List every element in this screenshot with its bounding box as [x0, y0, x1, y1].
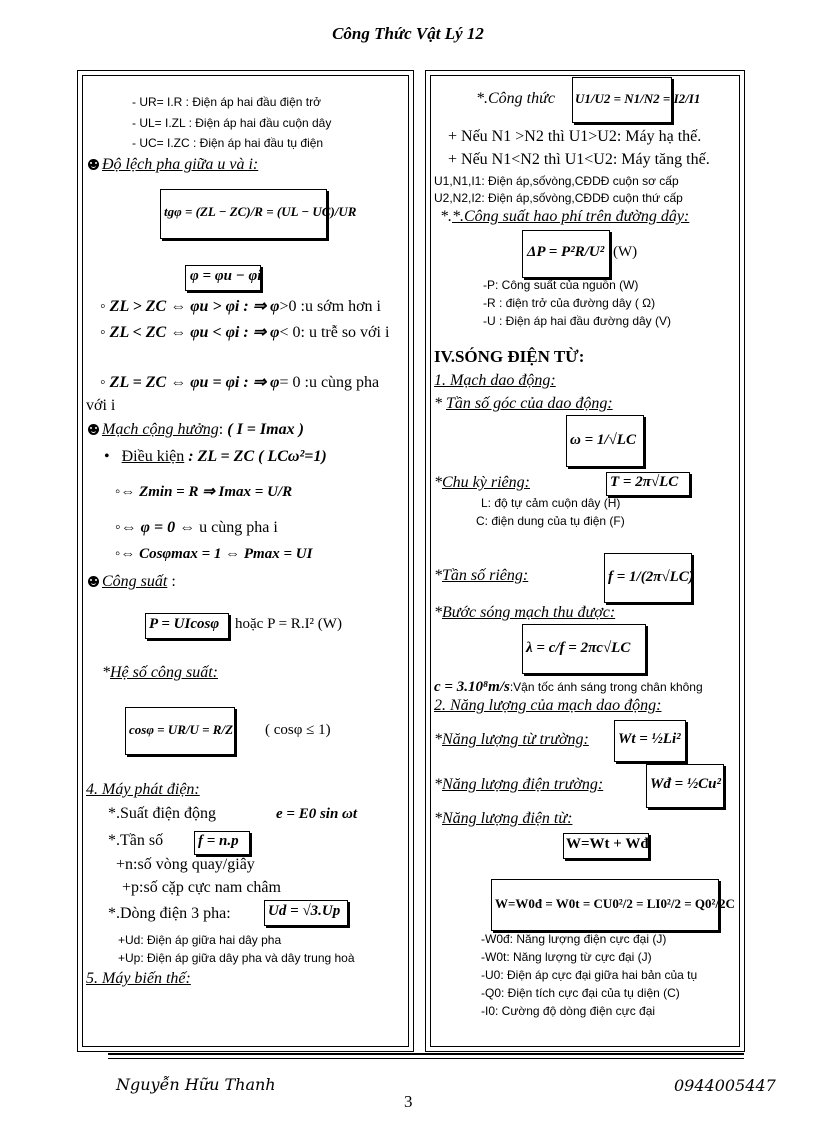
emf-label: *.Suất điện động [108, 805, 216, 822]
case-zl-eq-zc: ◦ ZL = ZC ⇔ φu = φi : ⇒ φ= 0 :u cùng pha [100, 374, 380, 391]
generator-heading: 4. Máy phát điện: [86, 781, 200, 798]
p-definition: +p:số cặp cực nam châm [122, 879, 281, 896]
page-number: 3 [404, 1092, 413, 1111]
line-loss-heading: *.*.Công suất hao phí trên đường dây: [440, 208, 690, 225]
line-loss-formula: ΔP = P²R/U² [527, 244, 605, 260]
light-speed-line: c = 3.10⁸m/s:Vận tốc ánh sáng trong chân không [434, 679, 703, 695]
transformer-formula: U1/U2 = N1/N2 = I2/I1 [575, 91, 701, 106]
i0-definition: -I0: Cường độ dòng điện cực đại [481, 1004, 656, 1018]
electric-energy-heading: *Năng lượng điện trường: [434, 776, 604, 793]
secondary-coil-definition: U2,N2,I2: Điện áp,sốvòng,CĐDĐ cuộn thứ cấp [434, 191, 683, 205]
wavelength-heading: *Bước sóng mạch thu được: [434, 604, 616, 621]
period-heading: *Chu kỳ riêng: [434, 474, 530, 491]
resonance-condition: • Điều kiện : ZL = ZC ( LCω²=1) [104, 448, 327, 465]
page-title: Công Thức Vật Lý 12 [332, 24, 484, 43]
ur-definition: - UR= I.R : Điện áp hai đầu điện trở [132, 95, 321, 109]
power-formula-alt: hoặc P = R.I² (W) [235, 616, 342, 632]
author-name: Nguyễn Hữu Thanh [116, 1075, 276, 1094]
phi-formula: φ = φu − φi [190, 268, 262, 284]
wavelength-formula: λ = c/f = 2πc√LC [526, 640, 631, 656]
oscillator-heading: 1. Mạch dao động: [434, 372, 556, 389]
section-heading: IV.SÓNG ĐIỆN TỪ: [434, 347, 585, 366]
transformer-formula-label: *.Công thức [476, 90, 555, 107]
primary-coil-definition: U1,N1,I1: Điện áp,sốvòng,CĐDĐ cuộn sơ cấp [434, 174, 679, 188]
energy-heading: 2. Năng lượng của mạch dao động: [434, 697, 662, 714]
n-definition: +n:số vòng quay/giây [116, 856, 255, 873]
step-up-rule: + Nếu N1<N2 thì U1<U2: Máy tăng thế. [448, 151, 710, 168]
resonance-result-3: ◦⇔ Cosφmax = 1 ⇔ Pmax = UI [115, 546, 313, 562]
em-energy-heading: *Năng lượng điện từ: [434, 810, 573, 827]
line-voltage-definition: -U : Điện áp hai đầu đường dây (V) [483, 314, 671, 328]
w0d-definition: -W0đ: Năng lượng điện cực đại (J) [481, 932, 667, 946]
natural-freq-formula: f = 1/(2π√LC) [608, 569, 694, 585]
resonance-result-1: ◦⇔ Zmin = R ⇒ Imax = U/R [115, 484, 293, 500]
case-zl-eq-zc-cont: với i [86, 397, 116, 414]
smiley-icon [88, 424, 99, 435]
three-phase-label: *.Dòng điện 3 pha: [108, 905, 231, 922]
freq-formula: f = n.p [198, 833, 239, 849]
power-factor-heading: *Hệ số công suất: [102, 664, 218, 681]
power-heading: Công suất : [88, 573, 176, 591]
resonance-heading: Mạch cộng hưởng: ( I = Imax ) [88, 421, 304, 439]
up-definition: +Up: Điện áp giữa dây pha và dây trung hoà [118, 951, 355, 965]
footer-rule [108, 1053, 744, 1055]
w0t-definition: -W0t: Năng lượng từ cực đại (J) [481, 950, 652, 964]
uc-definition: - UC= I.ZC : Điện áp hai đầu tụ điện [132, 136, 324, 150]
tan-phi-formula: tgφ = (ZL − ZC)/R = (UL − UC)/UR [164, 204, 357, 219]
u0-definition: -U0: Điện áp cực đại giữa hai bản của tụ [481, 968, 698, 982]
case-zl-lt-zc: ◦ ZL < ZC ⇔ φu < φi : ⇒ φ< 0: u trễ so với i [100, 324, 390, 341]
electric-energy-formula: Wđ = ½Cu² [650, 776, 721, 792]
period-formula: T = 2π√LC [610, 474, 679, 490]
max-energy-formula: W=W0đ = W0t = CU0²/2 = LI0²/2 = Q0²/2C [495, 896, 735, 911]
resonance-result-2: ◦⇔ φ = 0 ⇔ u cùng pha i [115, 519, 278, 536]
phase-heading: Độ lệch pha giữa u và i: [88, 156, 258, 174]
angular-freq-heading: * Tần số góc của dao động: [434, 395, 613, 412]
smiley-icon [88, 159, 99, 170]
angular-freq-formula: ω = 1/√LC [570, 432, 636, 448]
line-resistance-definition: -R : điện trở của đường dây ( Ω) [483, 296, 656, 310]
power-factor-note: ( cosφ ≤ 1) [265, 722, 331, 738]
power-factor-formula: cosφ = UR/U = R/Z [129, 722, 234, 737]
q0-definition: -Q0: Điện tích cực đại của tụ diện (C) [481, 986, 680, 1000]
phone-number: 0944005447 [674, 1076, 776, 1095]
magnetic-energy-heading: *Năng lượng từ trường: [434, 731, 589, 748]
emf-formula: e = E0 sin ωt [276, 806, 358, 822]
inductance-definition: L: độ tự cảm cuộn dây (H) [481, 496, 621, 510]
freq-label: *.Tần số [108, 832, 164, 849]
line-loss-unit: (W) [613, 244, 638, 260]
magnetic-energy-formula: Wt = ½Li² [618, 731, 681, 747]
step-down-rule: + Nếu N1 >N2 thì U1>U2: Máy hạ thế. [448, 128, 702, 145]
power-formula: P = UIcosφ [149, 616, 220, 632]
em-energy-formula: W=Wt + Wđ [566, 836, 649, 852]
capacitance-definition: C: điện dung của tụ điện (F) [476, 514, 625, 528]
natural-freq-heading: *Tần số riêng: [434, 567, 529, 584]
ud-definition: +Ud: Điện áp giữa hai dây pha [118, 933, 282, 947]
three-phase-formula: Ud = √3.Up [268, 903, 341, 919]
transformer-heading: 5. Máy biến thế: [86, 970, 191, 987]
case-zl-gt-zc: ◦ ZL > ZC ⇔ φu > φi : ⇒ φ>0 :u sớm hơn i [100, 298, 381, 315]
smiley-icon [88, 576, 99, 587]
source-power-definition: -P: Công suất của nguồn (W) [483, 278, 639, 292]
ul-definition: - UL= I.ZL : Điện áp hai đầu cuộn dây [132, 116, 332, 130]
footer-rule-thin [108, 1058, 744, 1059]
